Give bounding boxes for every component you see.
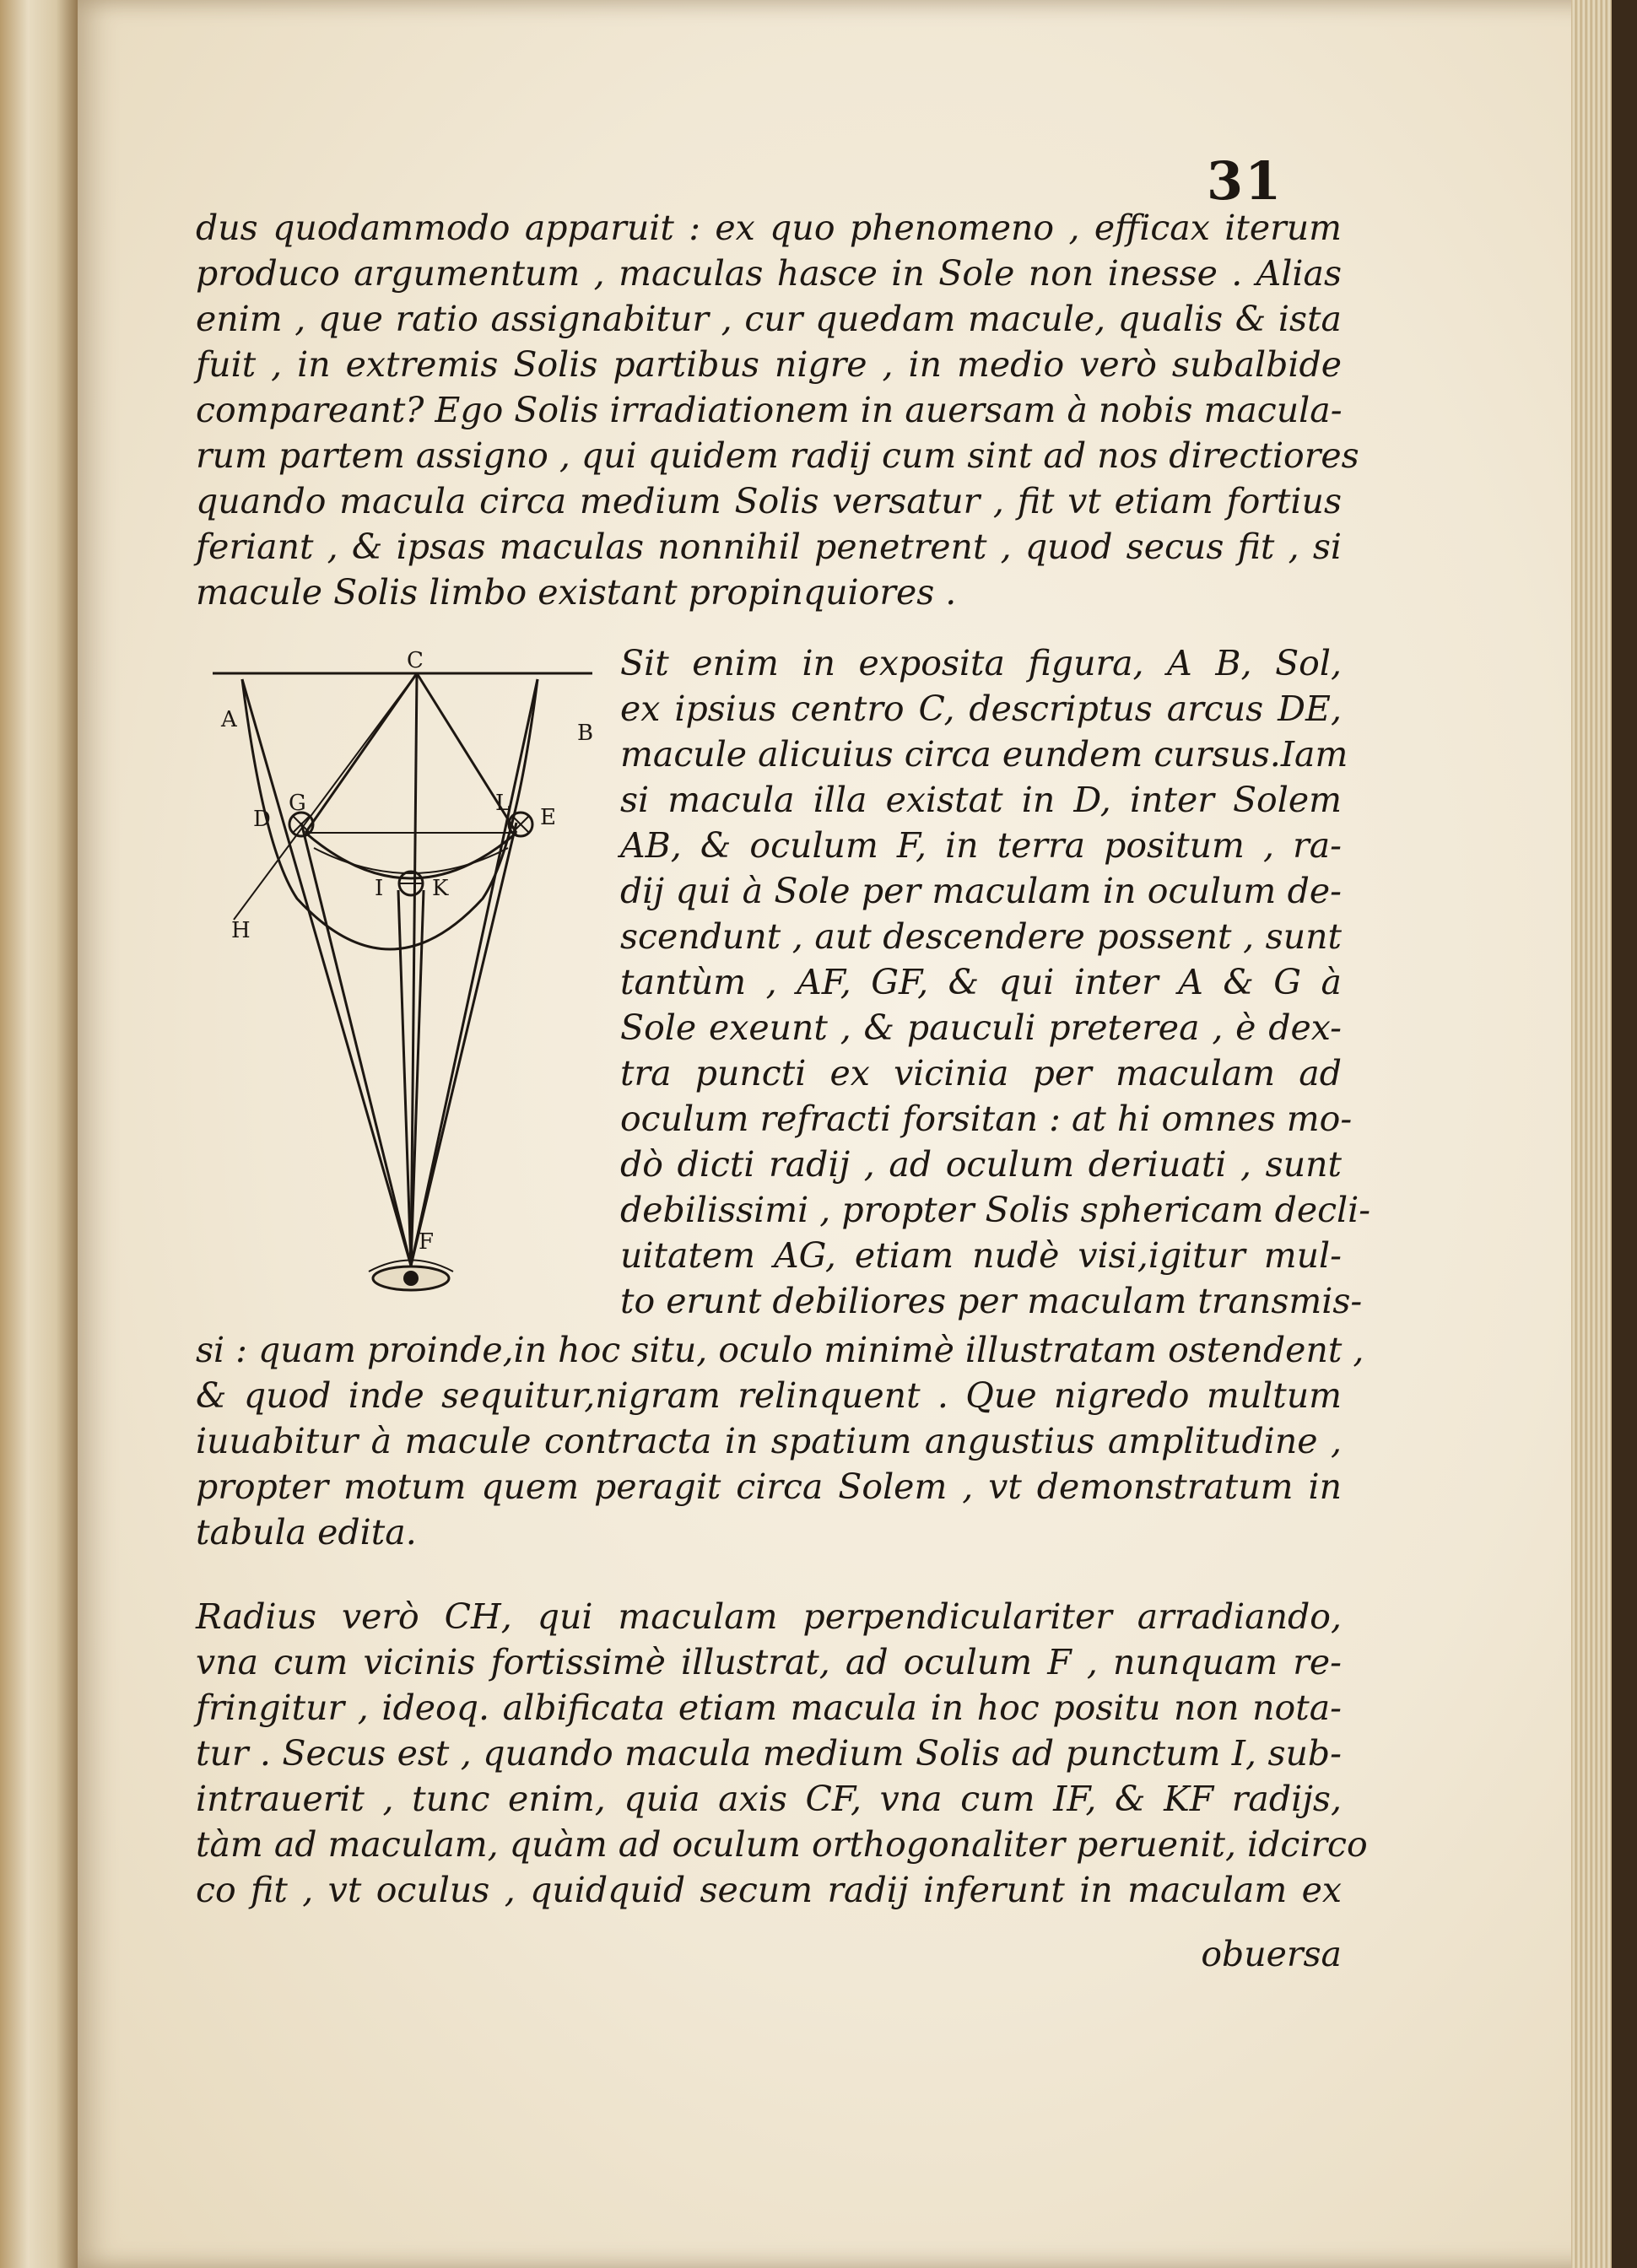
text-line: si macula illa existat in D, inter Solem [620, 780, 1342, 820]
text-line: scendunt , aut descendere possent , sunt [620, 916, 1342, 957]
figure-label-b: B [577, 721, 594, 746]
left-page-edge [0, 0, 80, 2268]
text-line: propter motum quem peragit circa Solem , vt demonstratum in [196, 1466, 1342, 1507]
text-line: tantùm , AF, GF, & qui inter A & G à [620, 962, 1342, 1002]
text-line: dij qui à Sole per maculam in oculum de- [620, 871, 1342, 911]
figure-label-e: E [540, 805, 556, 830]
text-line: fringitur , ideoq. albificata etiam macula in hoc positu non nota- [196, 1688, 1342, 1728]
text-line: tra puncti ex vicinia per maculam ad [620, 1053, 1342, 1094]
figure-label-l: L [495, 791, 511, 816]
figure-label-g: G [289, 791, 306, 816]
text-line: compareant? Ego Solis irradiationem in auersam à nobis macula- [196, 390, 1343, 430]
paragraph-3 [196, 1327, 1364, 1555]
text-line: tabula edita. [196, 1512, 417, 1552]
text-line: oculum refracti forsitan : at hi omnes mo- [620, 1099, 1353, 1139]
paragraph-1 [196, 205, 1359, 615]
text-line: produco argumentum , maculas hasce in Sole non inesse . Alias [196, 253, 1342, 294]
figure-label-f: F [419, 1229, 435, 1255]
text-line: debilissimi , propter Solis sphericam decli- [620, 1190, 1371, 1230]
text-line: tur . Secus est , quando macula medium Solis ad punctum I, sub- [196, 1733, 1342, 1774]
paragraph-4 [196, 1594, 1368, 1913]
text-line: uitatem AG, etiam nudè visi,igitur mul- [620, 1235, 1342, 1276]
figure-label-k: K [432, 876, 449, 901]
text-line: AB, & oculum F, in terra positum , ra- [620, 825, 1342, 866]
text-line: & quod inde sequitur,nigram relinquent . Que nigredo multum [196, 1375, 1342, 1416]
text-line: to erunt debiliores per maculam transmis- [620, 1281, 1363, 1321]
figure-label-i: I [375, 876, 384, 901]
paragraph-2 [620, 640, 1371, 1324]
text-line: Radius verò CH, qui maculam perpendiculariter arradiando, [196, 1596, 1342, 1637]
sunspot-figure [196, 645, 609, 1304]
text-line: quando macula circa medium Solis versatur , fit vt etiam fortius [196, 481, 1342, 521]
catchword: obuersa [1201, 1934, 1342, 1974]
text-line: si : quam proinde,in hoc situ, oculo minimè illustratam ostendent , [196, 1330, 1364, 1370]
figure-label-h: H [231, 918, 251, 943]
figure-label-d: D [253, 807, 271, 832]
figure-label-a: A [221, 707, 237, 732]
text-line: dò dicti radij , ad oculum deriuati , sunt [620, 1144, 1342, 1185]
text-line: fuit , in extremis Solis partibus nigre , in medio verò subalbide [196, 344, 1342, 385]
text-line: Sole exeunt , & pauculi preterea , è dex- [620, 1007, 1342, 1048]
text-line: ex ipsius centro C, descriptus arcus DE, [620, 688, 1342, 729]
text-line: tàm ad maculam, quàm ad oculum orthogonaliter peruenit, idcirco [196, 1824, 1368, 1865]
text-line: macule alicuius circa eundem cursus.Iam [620, 734, 1348, 775]
text-line: enim , que ratio assignabitur , cur quedam macule, qualis & ista [196, 299, 1342, 339]
text-line: vna cum vicinis fortissimè illustrat, ad oculum F , nunquam re- [196, 1642, 1342, 1682]
text-line: Sit enim in exposita figura, A B, Sol, [620, 643, 1342, 683]
figure-label-c: C [407, 648, 424, 673]
page-number: 31 [1207, 150, 1283, 212]
text-line: co fit , vt oculus , quidquid secum radij inferunt in maculam ex [196, 1870, 1342, 1910]
text-line: intrauerit , tunc enim, quia axis CF, vna cum IF, & KF radijs, [196, 1779, 1342, 1819]
text-line: iuuabitur à macule contracta in spatium angustius amplitudine , [196, 1421, 1342, 1461]
text-line: rum partem assigno , qui quidem radij cum sint ad nos directiores [196, 435, 1359, 476]
page-edges-right [1571, 0, 1612, 2268]
text-line: feriant , & ipsas maculas nonnihil penetrent , quod secus fit , si [196, 526, 1342, 567]
text-line: macule Solis limbo existant propinquiores . [196, 572, 957, 613]
text-line: dus quodammodo apparuit : ex quo phenomeno , efficax iterum [196, 208, 1342, 248]
